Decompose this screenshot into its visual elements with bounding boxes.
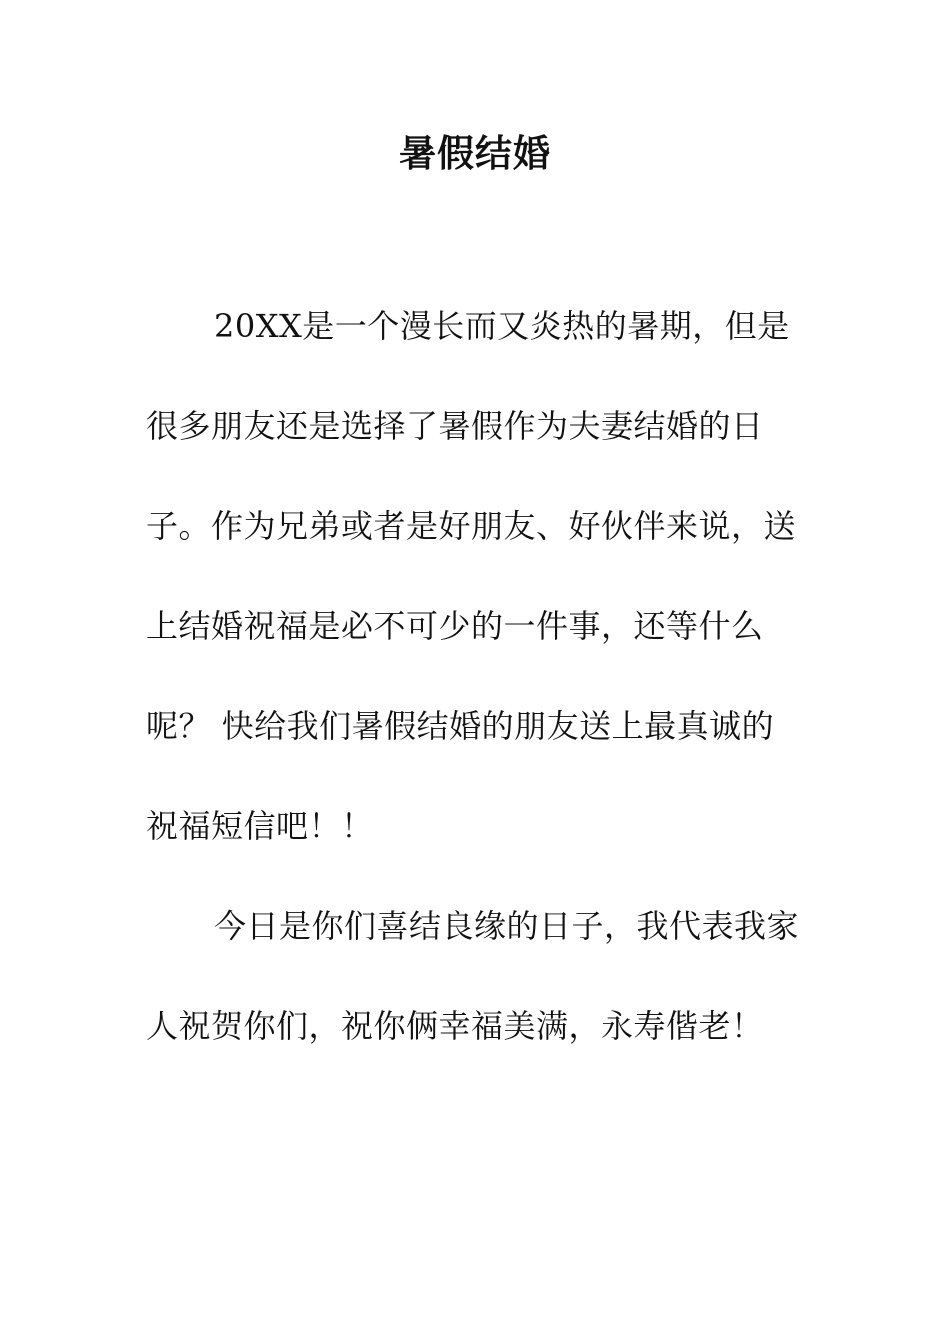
body-section-2 — [146, 876, 806, 1076]
paragraph-1: 20XX是一个漫长而又炎热的暑期，但是很多朋友还是选择了暑假作为夫妻结婚的日子。作为兄弟或者是好朋友、好伙伴来说，送上结婚祝福是必不可少的一件事，还等什么呢？ 快给我们暑假结婚的朋友送上最真诚的祝福短信吧！！ — [146, 307, 797, 845]
paragraph-2: 今日是你们喜结良缘的日子，我代表我家人祝贺你们，祝你俩幸福美满，永寿偕老！ — [146, 907, 800, 1045]
document-title: 暑假结婚 — [399, 132, 551, 175]
body-section-1 — [146, 276, 806, 876]
